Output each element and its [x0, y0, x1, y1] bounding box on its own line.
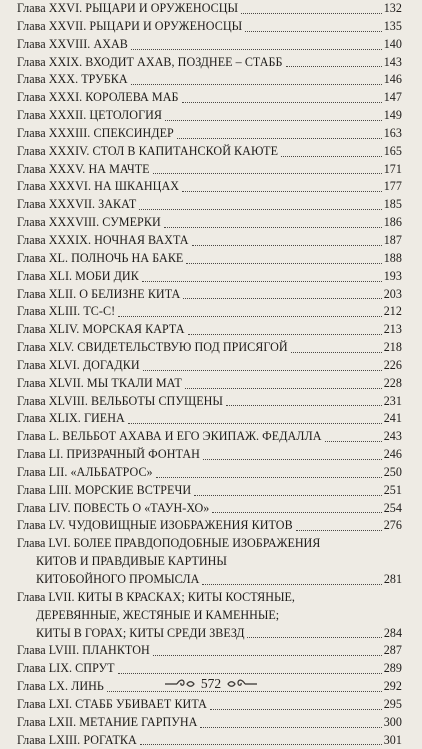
toc-entry-title: Глава LIX. СПРУТ: [17, 661, 115, 676]
toc-entry-title: Глава LII. «АЛЬБАТРОС»: [17, 464, 153, 479]
toc-entry-title: Глава XXXII. ЦЕТОЛОГИЯ: [17, 108, 163, 123]
toc-page-number: 251: [383, 482, 402, 497]
dot-leader: [143, 370, 382, 371]
toc-entry-title: Глава XXXI. КОРОЛЕВА МАБ: [17, 90, 179, 105]
toc-entry: [17, 482, 402, 500]
dot-leader: [286, 66, 382, 67]
dot-leader: [131, 49, 382, 50]
dot-leader: [186, 263, 381, 264]
toc-page-number: 188: [383, 250, 402, 265]
toc-page-number: 254: [383, 500, 402, 515]
toc-entry-multiline-lvi: [17, 535, 402, 589]
dot-leader: [118, 316, 382, 317]
toc-entry: [17, 428, 402, 446]
toc-page-number: 186: [383, 215, 402, 230]
toc-entry: [17, 232, 402, 250]
toc-page-number: 295: [383, 696, 402, 711]
toc-page-number: 241: [383, 411, 402, 426]
toc-entry: [17, 446, 402, 464]
dot-leader: [188, 334, 382, 335]
toc-entry-line: КИТОВ И ПРАВДИВЫЕ КАРТИНЫ: [36, 554, 227, 569]
dot-leader: [183, 298, 381, 299]
toc-entry-title: Глава XXXIV. СТОЛ В КАПИТАНСКОЙ КАЮТЕ: [17, 143, 279, 158]
toc-entry-title: Глава LIII. МОРСКИЕ ВСТРЕЧИ: [17, 482, 192, 497]
toc-entry-title: Глава XLVII. МЫ ТКАЛИ МАТ: [17, 375, 182, 390]
dot-leader: [142, 281, 382, 282]
toc-entry: [17, 303, 402, 321]
dot-leader: [153, 655, 382, 656]
toc-entry: [17, 357, 402, 375]
dot-leader: [194, 495, 382, 496]
decorative-flourish-icon: [163, 678, 197, 690]
dot-leader: [241, 13, 382, 14]
toc-entry-line: КИТЫ В ГОРАХ; КИТЫ СРЕДИ ЗВЕЗД: [36, 625, 245, 640]
toc-page-number: 276: [383, 518, 402, 533]
dot-leader: [212, 512, 381, 513]
toc-entry: [17, 393, 402, 411]
toc-page-number: 289: [383, 661, 402, 676]
toc-entry-title: Глава XXXIX. НОЧНАЯ ВАХТА: [17, 232, 189, 247]
toc-page-number: 300: [383, 714, 402, 729]
toc-page-number: 147: [383, 90, 402, 105]
toc-page-number: 231: [383, 393, 402, 408]
toc-entry: [17, 178, 402, 196]
toc-entry-title: Глава XXXV. НА МАЧТЕ: [17, 161, 150, 176]
dot-leader: [118, 673, 382, 674]
toc-entry: [17, 54, 402, 72]
dot-leader: [203, 459, 382, 460]
dot-leader: [131, 84, 382, 85]
dot-leader: [226, 405, 382, 406]
toc-entry-title: Глава LIV. ПОВЕСТЬ О «ТАУН-ХО»: [17, 500, 210, 515]
toc-entry: [17, 36, 402, 54]
toc-entry-title: Глава XXXVII. ЗАКАТ: [17, 197, 137, 212]
toc-entry-title: Глава XXIX. ВХОДИТ АХАВ, ПОЗДНЕЕ – СТАББ: [17, 54, 283, 69]
toc-page-number: 281: [383, 572, 402, 586]
toc-entry: [17, 732, 402, 749]
toc-page-number: 212: [383, 304, 402, 319]
toc-page-number: 165: [383, 143, 402, 158]
toc-page-number: 292: [383, 679, 402, 694]
decorative-flourish-icon: [225, 678, 259, 690]
toc-page-number: 135: [383, 18, 402, 33]
toc-entry-title: Глава XXX. ТРУБКА: [17, 72, 128, 87]
toc-entry-line: ДЕРЕВЯННЫЕ, ЖЕСТЯНЫЕ И КАМЕННЫЕ;: [36, 607, 280, 622]
dot-leader: [325, 441, 382, 442]
toc-entry-title: Глава LVIII. ПЛАНКТОН: [17, 643, 150, 658]
toc-page-number: 226: [383, 357, 402, 372]
toc-entry: [17, 696, 402, 714]
page-number: 572: [200, 676, 222, 691]
toc-page-number: 185: [383, 197, 402, 212]
dot-leader: [177, 138, 382, 139]
toc-entry-title: Глава LXIII. РОГАТКА: [17, 732, 137, 747]
page-footer: [0, 676, 422, 692]
toc-entry: [17, 214, 402, 232]
dot-leader: [182, 102, 382, 103]
toc-entry-title: Глава LV. ЧУДОВИЩНЫЕ ИЗОБРАЖЕНИЯ КИТОВ: [17, 518, 293, 533]
toc-entry-title: Глава L. ВЕЛЬБОТ АХАВА И ЕГО ЭКИПАЖ. ФЕДАЛЛА: [17, 429, 322, 444]
toc-entry-title: Глава XXVII. РЫЦАРИ И ОРУЖЕНОСЦЫ: [17, 18, 243, 33]
toc-page-number: 187: [383, 232, 402, 247]
toc-entry-title: Глава XLV. СВИДЕТЕЛЬСТВУЮ ПОД ПРИСЯГОЙ: [17, 340, 288, 355]
dot-leader: [296, 530, 382, 531]
dot-leader: [128, 423, 382, 424]
dot-leader: [245, 31, 381, 32]
toc-entry-title: Глава XL. ПОЛНОЧЬ НА БАКЕ: [17, 250, 184, 265]
toc-entry-line: КИТОБОЙНОГО ПРОМЫСЛА: [36, 572, 200, 586]
toc-page-number: 163: [383, 125, 402, 140]
toc-entry-title: Глава LI. ПРИЗРАЧНЫЙ ФОНТАН: [17, 447, 200, 462]
toc-page-number: 213: [383, 322, 402, 337]
dot-leader: [164, 227, 382, 228]
toc-page-number: 246: [383, 447, 402, 462]
toc-entry-title: Глава LXII. МЕТАНИЕ ГАРПУНА: [17, 714, 198, 729]
toc-page-number: 140: [383, 36, 402, 51]
dot-leader: [165, 120, 382, 121]
toc-entry-title: Глава XLVIII. ВЕЛЬБОТЫ СПУЩЕНЫ: [17, 393, 224, 408]
toc-entry: [17, 161, 402, 179]
toc-entry-title: Глава XXXIII. СПЕКСИНДЕР: [17, 125, 174, 140]
toc-entry: [17, 125, 402, 143]
dot-leader: [185, 388, 382, 389]
toc-entry: [17, 375, 402, 393]
toc-entry-title: Глава LX. ЛИНЬ: [17, 679, 104, 694]
toc-entry: [17, 714, 402, 732]
toc-entry: [17, 321, 402, 339]
toc-entry-title: Глава XLIV. МОРСКАЯ КАРТА: [17, 322, 185, 337]
toc-entry-title: Глава XXXVIII. СУМЕРКИ: [17, 215, 161, 230]
toc-entry: [17, 250, 402, 268]
toc-entry-title: Глава XLVI. ДОГАДКИ: [17, 357, 140, 372]
toc-page-number: 250: [383, 464, 402, 479]
toc-entry: [17, 71, 402, 89]
toc-entry: [17, 143, 402, 161]
toc-page-number: 284: [383, 625, 402, 640]
toc-page-number: 193: [383, 268, 402, 283]
toc-entry: [17, 517, 402, 535]
toc-entry: [17, 268, 402, 286]
dot-leader: [192, 245, 382, 246]
toc-entry: [17, 500, 402, 518]
toc-entry-title: Глава XLIII. ТС-С!: [17, 304, 116, 319]
toc-entry-title: Глава XXVI. РЫЦАРИ И ОРУЖЕНОСЦЫ: [17, 1, 239, 15]
toc-page-number: 143: [383, 54, 402, 69]
toc-page-number: 171: [383, 161, 402, 176]
toc-page-number: 203: [383, 286, 402, 301]
toc-entry: [17, 196, 402, 214]
dot-leader: [247, 637, 381, 638]
toc-entry-title: Глава XLIX. ГИЕНА: [17, 411, 125, 426]
toc-entry: [17, 0, 402, 18]
toc-page-number: 228: [383, 375, 402, 390]
toc-entry-title: Глава LXI. СТАББ УБИВАЕТ КИТА: [17, 696, 207, 711]
toc-entry-title: Глава XXXVI. НА ШКАНЦАХ: [17, 179, 180, 194]
table-of-contents: [17, 0, 402, 749]
toc-entry-title: Глава XLII. О БЕЛИЗНЕ КИТА: [17, 286, 181, 301]
dot-leader: [202, 584, 382, 585]
toc-entry: [17, 410, 402, 428]
dot-leader: [182, 191, 382, 192]
toc-entry: [17, 464, 402, 482]
dot-leader: [200, 727, 381, 728]
toc-page-number: 287: [383, 643, 402, 658]
toc-page-number: 218: [383, 340, 402, 355]
dot-leader: [140, 744, 382, 745]
dot-leader: [156, 477, 382, 478]
toc-page-number: 301: [383, 732, 402, 747]
toc-entry: [17, 107, 402, 125]
toc-page-number: 243: [383, 429, 402, 444]
toc-entry: [17, 642, 402, 660]
toc-entry-title: Глава XLI. МОБИ ДИК: [17, 268, 139, 283]
dot-leader: [153, 173, 382, 174]
toc-list: [17, 642, 402, 749]
toc-page-number: 149: [383, 108, 402, 123]
toc-entry: [17, 89, 402, 107]
toc-entry: [17, 18, 402, 36]
toc-page-number: 132: [383, 1, 402, 15]
toc-entry-multiline-lvii: [17, 589, 402, 643]
dot-leader: [291, 352, 382, 353]
toc-page-number: 177: [383, 179, 402, 194]
toc-list: [17, 0, 402, 535]
toc-entry: [17, 286, 402, 304]
dot-leader: [210, 709, 382, 710]
toc-page-number: 146: [383, 72, 402, 87]
toc-entry-line: Глава LVI. БОЛЕЕ ПРАВДОПОДОБНЫЕ ИЗОБРАЖЕНИЯ: [17, 536, 321, 551]
toc-entry-line: Глава LVII. КИТЫ В КРАСКАХ; КИТЫ КОСТЯНЫЕ,: [17, 589, 295, 604]
dot-leader: [281, 156, 382, 157]
toc-entry: [17, 339, 402, 357]
dot-leader: [139, 209, 381, 210]
toc-entry-title: Глава XXVIII. АХАВ: [17, 36, 128, 51]
